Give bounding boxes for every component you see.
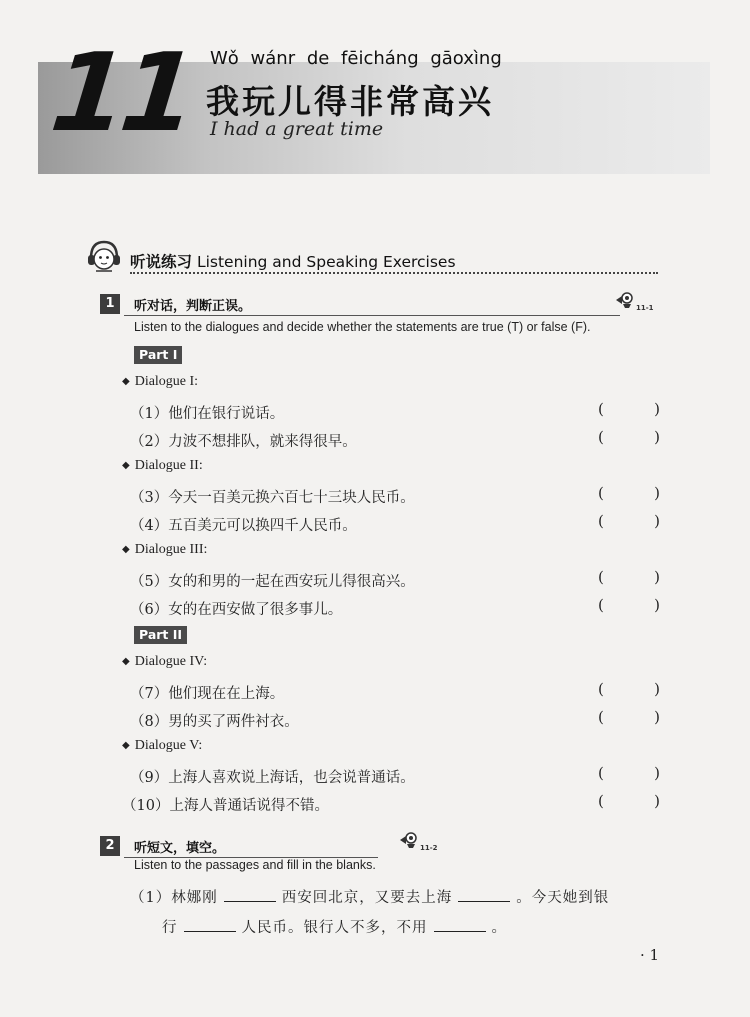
dialogue-1-label: ◆ Dialogue I:	[122, 374, 199, 389]
exercise-1-header	[100, 294, 620, 316]
dialogue-3-label: ◆ Dialogue III:	[122, 542, 208, 557]
statement-4: （4）五百美元可以换四千人民币。	[130, 518, 357, 534]
answer-blank-10[interactable]: ( )	[598, 792, 660, 810]
part-2-label: Part II	[134, 626, 187, 644]
section-title	[130, 250, 456, 272]
diamond-bullet-icon: ◆	[122, 376, 130, 387]
fill-line-1-seg2: 。今天她到银	[516, 890, 610, 906]
statement-8: （8）男的买了两件衬衣。	[130, 714, 299, 730]
title-chinese: 我玩儿得非常高兴	[206, 82, 494, 121]
dialogue-5-label: ◆ Dialogue V:	[122, 738, 203, 753]
page-number: · 1	[640, 946, 660, 964]
exercise-2-instruction: Listen to the passages and fill in the blanks.	[134, 858, 376, 872]
answer-blank-6[interactable]: ( )	[598, 596, 660, 614]
exercise-1-title: 听对话，判断正误。	[134, 299, 252, 314]
dialogue-2-label: ◆ Dialogue II:	[122, 458, 203, 473]
fill-line-2-seg2: 。	[491, 920, 507, 936]
section-header	[86, 238, 658, 274]
statement-1: （1）他们在银行说话。	[130, 406, 285, 422]
fill-blank-1[interactable]	[224, 887, 276, 902]
answer-blank-2[interactable]: ( )	[598, 428, 660, 446]
statement-6: （6）女的在西安做了很多事儿。	[130, 602, 343, 618]
exercise-2-title: 听短文，填空。	[134, 841, 226, 856]
statement-3: （3）今天一百美元换六百七十三块人民币。	[130, 490, 415, 506]
statement-9: （9）上海人喜欢说上海话，也会说普通话。	[130, 770, 415, 786]
dialogue-4-label: ◆ Dialogue IV:	[122, 654, 208, 669]
statement-10: （10）上海人普通话说得不错。	[122, 798, 329, 814]
section-divider	[130, 272, 658, 274]
headphone-mascot-icon	[86, 238, 122, 274]
exercise-1-instruction: Listen to the dialogues and decide whether the statements are true (T) or false (F).	[134, 320, 591, 334]
fill-blank-2[interactable]	[458, 887, 510, 902]
exercise-2-number: 2	[100, 836, 120, 856]
speaker-icon	[398, 830, 420, 850]
section-title-en: Listening and Speaking Exercises	[196, 253, 456, 271]
fill-line-1-seg1: 西安回北京，又要去上海	[281, 890, 453, 906]
title-pinyin: Wǒ wánr de fēicháng gāoxìng	[210, 48, 502, 69]
part-1-label: Part I	[134, 346, 182, 364]
exercise-2-header	[100, 836, 380, 858]
diamond-bullet-icon: ◆	[122, 460, 130, 471]
statement-7: （7）他们现在在上海。	[130, 686, 285, 702]
audio-track-1[interactable]	[614, 290, 658, 316]
audio-track-1-label: 11-1	[636, 304, 654, 312]
section-title-cn: 听说练习	[130, 253, 193, 271]
fill-line-2-prefix: 行	[162, 920, 178, 936]
answer-blank-7[interactable]: ( )	[598, 680, 660, 698]
diamond-bullet-icon: ◆	[122, 544, 130, 555]
exercise-1-rule	[124, 315, 620, 316]
statement-2: （2）力波不想排队，就来得很早。	[130, 434, 357, 450]
audio-track-2[interactable]	[398, 830, 442, 856]
diamond-bullet-icon: ◆	[122, 740, 130, 751]
audio-track-2-label: 11-2	[420, 844, 438, 852]
statement-5: （5）女的和男的一起在西安玩儿得很高兴。	[130, 574, 415, 590]
diamond-bullet-icon: ◆	[122, 656, 130, 667]
fill-line-1	[130, 886, 609, 907]
exercise-1-number: 1	[100, 294, 120, 314]
answer-blank-1[interactable]: ( )	[598, 400, 660, 418]
answer-blank-4[interactable]: ( )	[598, 512, 660, 530]
answer-blank-8[interactable]: ( )	[598, 708, 660, 726]
lesson-number: 11	[45, 31, 197, 156]
fill-line-2	[162, 916, 507, 937]
fill-line-2-seg1: 人民币。银行人不多，不用	[241, 920, 428, 936]
fill-blank-3[interactable]	[184, 917, 236, 932]
fill-line-1-prefix: （1）林娜刚	[130, 890, 218, 906]
speaker-icon	[614, 290, 636, 310]
answer-blank-5[interactable]: ( )	[598, 568, 660, 586]
title-english: I had a great time	[210, 118, 384, 140]
answer-blank-3[interactable]: ( )	[598, 484, 660, 502]
fill-blank-4[interactable]	[434, 917, 486, 932]
answer-blank-9[interactable]: ( )	[598, 764, 660, 782]
